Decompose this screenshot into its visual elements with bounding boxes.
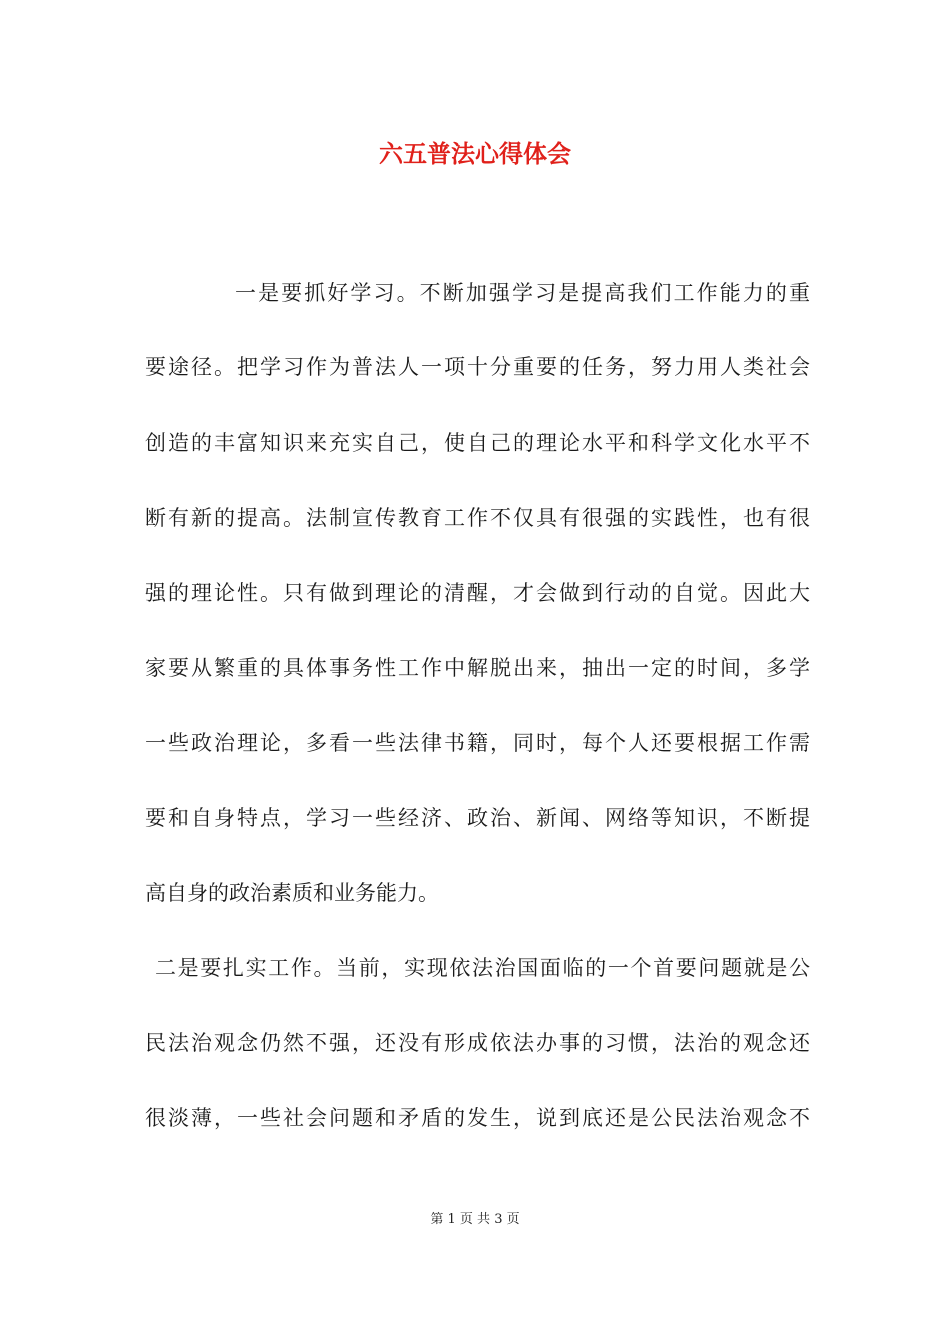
body-line-6: 家要从繁重的具体事务性工作中解脱出来，抽出一定的时间，多学: [145, 656, 810, 680]
body-line-7: 一些政治理论，多看一些法律书籍，同时，每个人还要根据工作需: [145, 731, 810, 755]
body-line-11: 民法治观念仍然不强，还没有形成依法办事的习惯，法治的观念还: [145, 1031, 810, 1055]
body-line-5: 强的理论性。只有做到理论的清醒，才会做到行动的自觉。因此大: [145, 581, 810, 605]
body-line-4: 断有新的提高。法制宣传教育工作不仅具有很强的实践性，也有很: [145, 506, 810, 530]
body-line-3: 创造的丰富知识来充实自己，使自己的理论水平和科学文化水平不: [145, 431, 810, 455]
body-line-2: 要途径。把学习作为普法人一项十分重要的任务，努力用人类社会: [145, 355, 810, 379]
body-line-10: 二是要扎实工作。当前，实现依法治国面临的一个首要问题就是公: [155, 956, 810, 980]
body-line-8: 要和自身特点，学习一些经济、政治、新闻、网络等知识，不断提: [145, 806, 810, 830]
page-number-footer: 第 1 页 共 3 页: [430, 1212, 520, 1227]
body-line-12: 很淡薄，一些社会问题和矛盾的发生，说到底还是公民法治观念不: [145, 1106, 810, 1130]
body-line-1: 一是要抓好学习。不断加强学习是提高我们工作能力的重: [235, 281, 810, 305]
document-title: 六五普法心得体会: [379, 139, 571, 168]
body-line-9: 高自身的政治素质和业务能力。: [145, 881, 439, 905]
